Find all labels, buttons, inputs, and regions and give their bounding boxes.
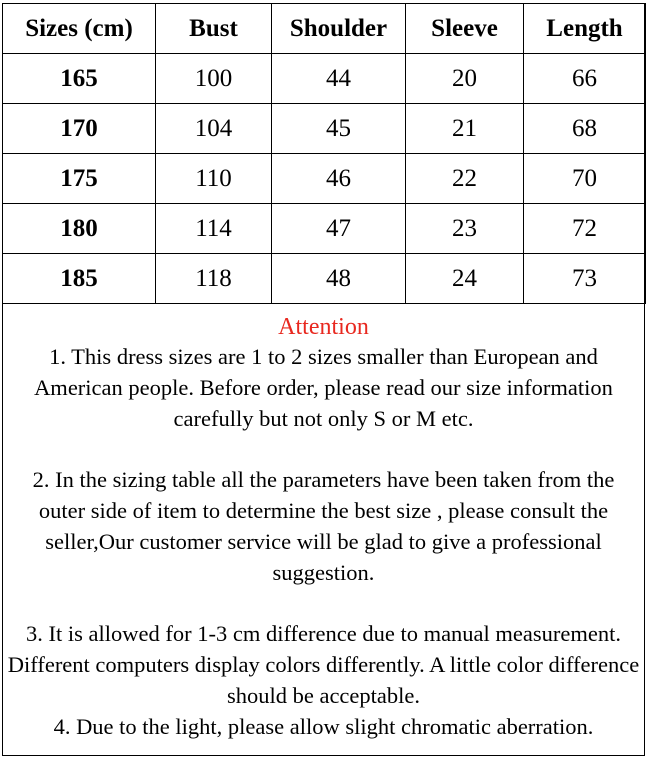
attention-title: Attention: [278, 314, 369, 340]
sleeve-cell: 24: [406, 254, 524, 304]
length-cell: 68: [524, 104, 646, 154]
size-chart: [2, 3, 645, 756]
size-table: [2, 3, 646, 304]
note-1: 1. This dress sizes are 1 to 2 sizes smaller than European and American people. Before order, please read our size information carefully but not only S or M etc.: [34, 344, 613, 431]
table-row: [3, 254, 646, 304]
size-cell: 175: [3, 154, 156, 204]
bust-cell: 100: [156, 54, 272, 104]
length-cell: 70: [524, 154, 646, 204]
shoulder-cell: 46: [272, 154, 406, 204]
table-row: [3, 154, 646, 204]
shoulder-cell: 44: [272, 54, 406, 104]
size-cell: 185: [3, 254, 156, 304]
note-3: 3. It is allowed for 1-3 cm difference due to manual measurement. Different computers display colors differently. A little color difference should be acceptable.: [7, 621, 640, 708]
bust-cell: 118: [156, 254, 272, 304]
table-header-row: [3, 4, 646, 54]
sleeve-cell: 22: [406, 154, 524, 204]
notes-section: [3, 312, 644, 742]
length-cell: 73: [524, 254, 646, 304]
shoulder-cell: 45: [272, 104, 406, 154]
length-cell: 66: [524, 54, 646, 104]
bust-cell: 104: [156, 104, 272, 154]
bust-cell: 114: [156, 204, 272, 254]
sleeve-cell: 23: [406, 204, 524, 254]
shoulder-cell: 47: [272, 204, 406, 254]
header-sleeve: Sleeve: [406, 4, 524, 54]
shoulder-cell: 48: [272, 254, 406, 304]
table-row: [3, 204, 646, 254]
sleeve-cell: 21: [406, 104, 524, 154]
size-cell: 165: [3, 54, 156, 104]
note-2: 2. In the sizing table all the parameters have been taken from the outer side of item to determine the best size , please consult the seller,Our customer service will be glad to give a professional suggestion.: [32, 467, 615, 585]
note-4: 4. Due to the light, please allow slight chromatic aberration.: [53, 713, 594, 739]
header-bust: Bust: [156, 4, 272, 54]
header-length: Length: [524, 4, 646, 54]
sleeve-cell: 20: [406, 54, 524, 104]
size-cell: 170: [3, 104, 156, 154]
size-cell: 180: [3, 204, 156, 254]
header-shoulder: Shoulder: [272, 4, 406, 54]
bust-cell: 110: [156, 154, 272, 204]
table-row: [3, 104, 646, 154]
header-sizes: Sizes (cm): [3, 4, 156, 54]
length-cell: 72: [524, 204, 646, 254]
table-row: [3, 54, 646, 104]
